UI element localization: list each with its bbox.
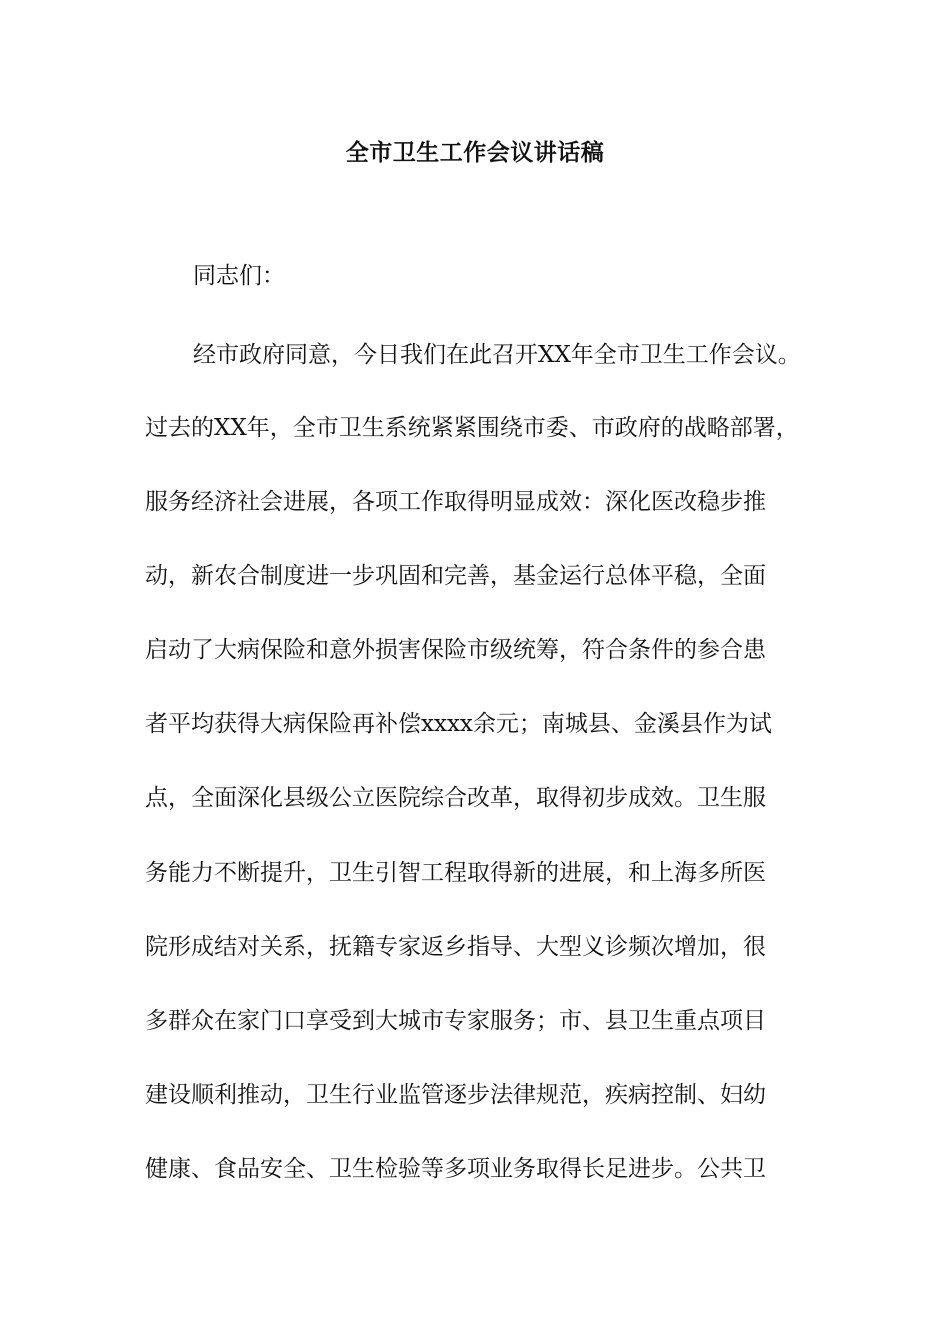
paragraph-line: 过去的XX年，全市卫生系统紧紧围绕市委、市政府的战略部署， bbox=[145, 415, 799, 441]
paragraph-line: 经市政府同意，今日我们在此召开XX年全市卫生工作会议。 bbox=[193, 342, 801, 368]
paragraph-line: 多群众在家门口享受到大城市专家服务；市、县卫生重点项目 bbox=[145, 1008, 766, 1034]
paragraph-line: 动，新农合制度进一步巩固和完善，基金运行总体平稳，全面 bbox=[145, 563, 766, 589]
paragraph-line: 建设顺利推动，卫生行业监管逐步法律规范，疾病控制、妇幼 bbox=[145, 1082, 766, 1108]
paragraph-line: 服务经济社会进展，各项工作取得明显成效：深化医改稳步推 bbox=[145, 489, 766, 515]
paragraph-line: 院形成结对关系，抚籍专家返乡指导、大型义诊频次增加，很 bbox=[145, 934, 766, 960]
paragraph-line: 者平均获得大病保险再补偿xxxx余元；南城县、金溪县作为试 bbox=[145, 711, 772, 737]
paragraph-line: 务能力不断提升，卫生引智工程取得新的进展，和上海多所医 bbox=[145, 860, 766, 886]
salutation: 同志们： bbox=[193, 263, 285, 289]
document-title: 全市卫生工作会议讲话稿 bbox=[345, 140, 605, 166]
paragraph-line: 启动了大病保险和意外损害保险市级统筹，符合条件的参合患 bbox=[145, 637, 766, 663]
paragraph-line: 健康、食品安全、卫生检验等多项业务取得长足进步。公共卫 bbox=[145, 1156, 766, 1182]
paragraph-line: 点，全面深化县级公立医院综合改革，取得初步成效。卫生服 bbox=[145, 785, 766, 811]
